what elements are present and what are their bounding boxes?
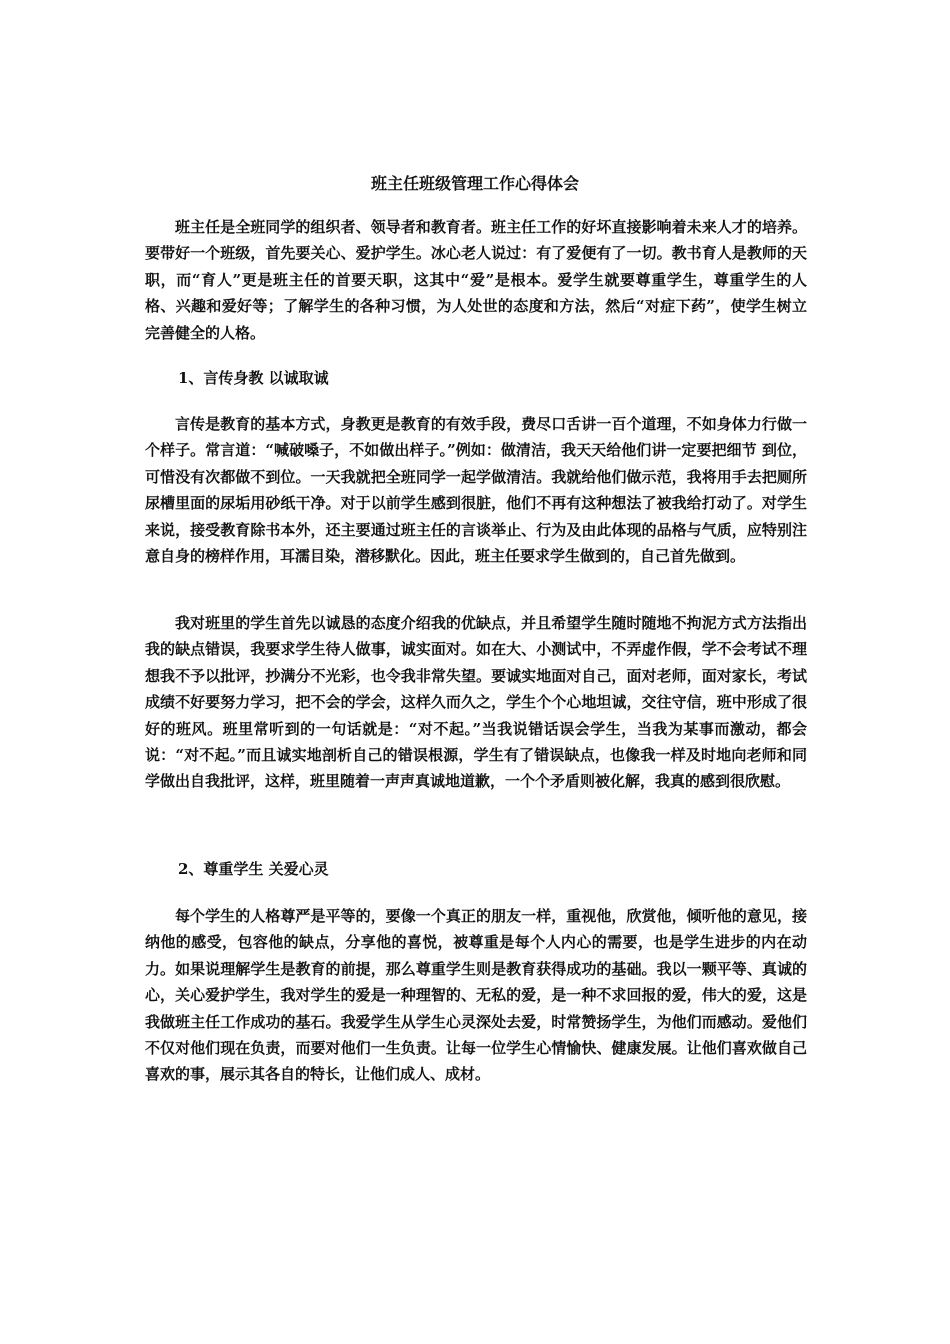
section-1-paragraph-1: 言传是教育的基本方式，身教更是教育的有效手段，费尽口舌讲一百个道理，不如身体力行做一个样子。常言道：“喊破嗓子，不如做出样子。”例如：做清洁，我天天给他们讲一定要把细节 到位，可惜没有次都做不到位。一天我就把全班同学一起学做清洁。我就给他们做示范，我将用手去把厕所尿槽里面的尿垢用砂纸干净。对于以前学生感到很脏，他们不再有这种想法了被我给打动了。对学生来说，接受教育除书本外，还主要通过班主任的言谈举止、行为及由此体现的品格与气质，应特别注意自身的榜样作用，耳濡目染，潜移默化。因此，班主任要求学生做到的，自己首先做到。 (145, 415, 807, 566)
section-1-paragraph-2: 我对班里的学生首先以诚恳的态度介绍我的优缺点，并且希望学生随时随地不拘泥方式方法指出我的缺点错误，我要求学生待人做事，诚实面对。如在大、小测试中，不弄虚作假，学不会考试不理想我不予以批评，抄满分不光彩，也令我非常失望。要诚实地面对自己，面对老师，面对家长，考试成绩不好要努力学习，把不会的学会，这样久而久之，学生个个心地坦诚，交往守信，班中形成了很好的班风。班里常听到的一句话就是：“对不起。”当我说错话误会学生，当我为某事而激动，都会说：“对不起。”而且诚实地剖析自己的错误根源，学生有了错误缺点，也像我一样及时地向老师和同学做出自我批评，这样，班里随着一声声真诚地道歉，一个个矛盾则被化解，我真的感到很欣慰。 (145, 614, 807, 791)
section-heading-1: 1、言传身教 以诚取诚 (178, 369, 329, 387)
document-title: 班主任班级管理工作心得体会 (370, 174, 579, 193)
section-heading-2: 2、尊重学生 关爱心灵 (178, 860, 329, 878)
section-2-paragraph-1: 每个学生的人格尊严是平等的，要像一个真正的朋友一样，重视他，欣赏他，倾听他的意见，接纳他的感受，包容他的缺点，分享他的喜悦，被尊重是每个人内心的需要，也是学生进步的内在动力。如果说理解学生是教育的前提，那么尊重学生则是教育获得成功的基础。我以一颗平等、真诚的心，关心爱护学生，我对学生的爱是一种理智的、无私的爱，是一种不求回报的爱，伟大的爱，这是我做班主任工作成功的基石。我爱学生从学生心灵深处去爱，时常赞扬学生，为他们而感动。爱他们不仅对他们现在负责，而要对他们一生负责。让每一位学生心情愉快、健康发展。让他们喜欢做自己喜欢的事，展示其各自的特长，让他们成人、成材。 (145, 907, 807, 1084)
intro-paragraph: 班主任是全班同学的组织者、领导者和教育者。班主任工作的好坏直接影响着未来人才的培养。要带好一个班级，首先要关心、爱护学生。冰心老人说过：有了爱便有了一切。教书育人是教师的天职，而“育人”更是班主任的首要天职，这其中“爱”是根本。爱学生就要尊重学生，尊重学生的人格、兴趣和爱好等；了解学生的各种习惯，为人处世的态度和方法，然后“对症下药”，使学生树立完善健全的人格。 (145, 218, 807, 342)
